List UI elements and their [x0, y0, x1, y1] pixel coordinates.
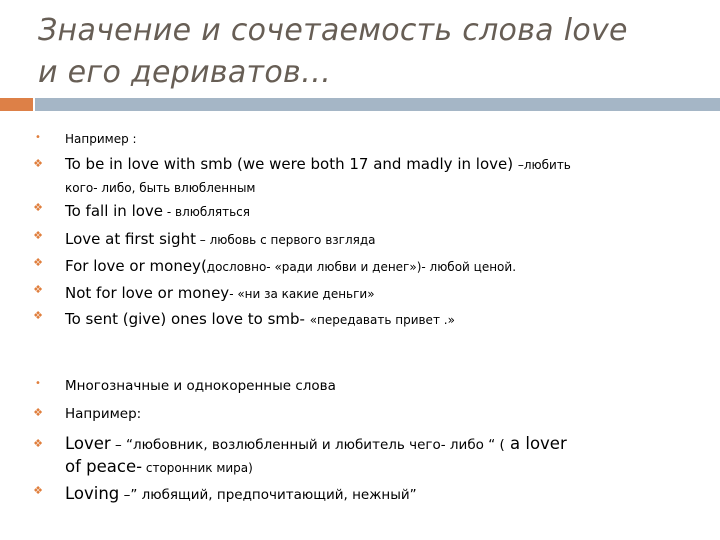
diamond-bullet-icon: ❖: [33, 256, 43, 269]
slide-title-line-2: и его дериватов…: [38, 55, 332, 90]
dot-bullet-icon: •: [35, 132, 41, 143]
diamond-bullet-icon: ❖: [33, 157, 43, 170]
bullet-phrase-en: Love at first sight: [65, 230, 196, 248]
bullet-item-lover: [33, 433, 700, 479]
diamond-bullet-icon: ❖: [33, 437, 43, 450]
bullet-phrase-en: To be in love with smb (we were both 17 and madly in love): [65, 155, 518, 173]
bullet-item-example-label: [35, 132, 700, 146]
bullet-phrase-en-3: of peace-: [65, 457, 143, 476]
bullet-translation-ru-cont: кого- либо, быть влюбленным: [65, 181, 256, 195]
bullet-text: Многозначные и однокоренные слова: [65, 378, 336, 394]
bullet-item-for-love-or-money: [33, 256, 700, 275]
bullet-translation-ru: - влюбляться: [163, 205, 251, 219]
bullet-phrase-en: Not for love or money: [65, 284, 230, 302]
bullet-phrase-en: Lover: [65, 434, 111, 453]
bullet-text: Например:: [65, 406, 142, 422]
bullet-phrase-en: Loving: [65, 484, 120, 503]
diamond-bullet-icon: ❖: [33, 283, 43, 296]
bullet-phrase-en: For love or money(: [65, 257, 207, 275]
diamond-bullet-icon: ❖: [33, 201, 43, 214]
bullet-item-be-in-love: [33, 153, 700, 199]
bullet-item-love-at-first-sight: [33, 229, 700, 248]
bullet-translation-ru: «передавать привет .»: [309, 313, 455, 327]
diamond-bullet-icon: ❖: [33, 406, 43, 419]
dot-bullet-icon: •: [35, 378, 41, 389]
bullet-phrase-en-2: a lover: [504, 434, 567, 453]
bullet-phrase-en: To fall in love: [65, 202, 164, 220]
diamond-bullet-icon: ❖: [33, 309, 43, 322]
bullet-translation-ru: –” любящий, предпочитающий, нежный”: [119, 487, 417, 503]
bullet-item-loving: [33, 484, 700, 503]
bullet-phrase-en: To sent (give) ones love to smb-: [65, 310, 310, 328]
bullet-translation-ru: дословно- «ради любви и денег»)- любой ценой.: [206, 260, 517, 274]
diamond-bullet-icon: ❖: [33, 229, 43, 242]
bullet-text: Например :: [65, 132, 137, 146]
bullet-translation-ru: –любить: [517, 158, 571, 172]
bullet-translation-ru: - «ни за какие деньги»: [229, 287, 375, 301]
bullet-item-fall-in-love: [33, 201, 700, 220]
bullet-item-derivatives-heading: [35, 378, 700, 394]
bullet-item-example-label-2: [33, 406, 700, 422]
bullet-translation-ru: – “любовник, возлюбленный и любитель чего- либо “ (: [110, 437, 505, 453]
bullet-item-send-love: [33, 309, 700, 328]
bullet-translation-ru-2: сторонник мира): [142, 461, 253, 475]
bullet-translation-ru: – любовь с первого взгляда: [195, 233, 376, 247]
bullet-item-not-for-love: [33, 283, 700, 302]
diamond-bullet-icon: ❖: [33, 484, 43, 497]
slide-title-line-1: Значение и сочетаемость слова love: [38, 13, 628, 48]
